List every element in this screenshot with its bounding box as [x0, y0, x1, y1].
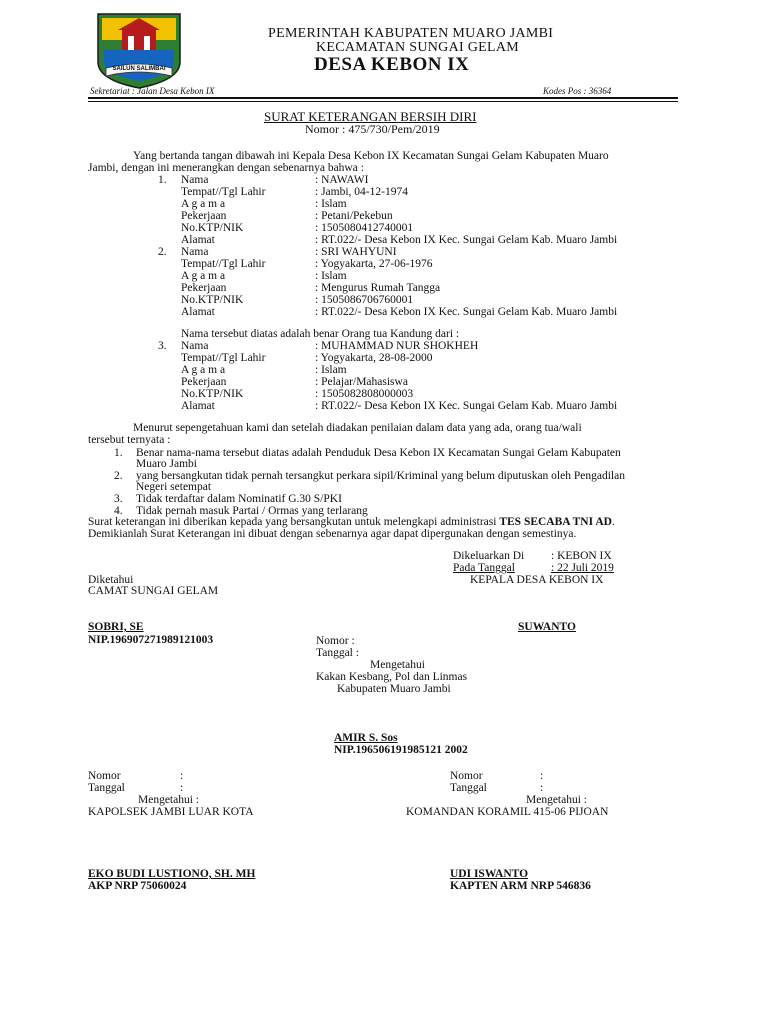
danramil-nrp: KAPTEN ARM NRP 546836: [450, 880, 591, 892]
kesbang-nip: NIP.196506191985121 2002: [334, 744, 468, 756]
issued-place-label: Dikeluarkan Di: [453, 550, 525, 562]
field-label: Nama: [181, 246, 209, 258]
body-paragraph-line-2: tersebut ternyata :: [88, 434, 171, 446]
secretariat-address: Sekretariat : Jalan Desa Kebon IX: [90, 86, 215, 96]
field-value: : 1505082808000003: [315, 388, 414, 400]
list-item-2-cont: Negeri setempat: [136, 481, 212, 493]
letter-title: SURAT KETERANGAN BERSIH DIRI: [264, 109, 477, 124]
danramil-tanggal-label: Tanggal: [450, 782, 487, 794]
issued-place-value: : KEBON IX: [551, 550, 612, 562]
header-government: PEMERINTAH KABUPATEN MUARO JAMBI: [268, 26, 554, 41]
field-value: : Yogyakarta, 27-06-1976: [315, 258, 433, 270]
field-label: Alamat: [181, 400, 215, 412]
kapolsek-known: Mengetahui :: [138, 794, 199, 806]
list-item-4: Tidak pernah masuk Partai / Ormas yang terlarang: [136, 505, 368, 517]
danramil-nomor-colon: :: [540, 770, 544, 782]
closing-line-2: Demikianlah Surat Keterangan ini dibuat dengan sebenarnya agar dapat dipergunakan dengan semestinya.: [88, 528, 577, 540]
list-item-2: yang bersangkutan tidak pernah tersangkut perkara sipil/Kriminal yang belum diputuskan oleh Pengadilan: [136, 470, 625, 482]
kesbang-nomor: Nomor :: [316, 635, 355, 647]
field-label: A g a m a: [181, 198, 226, 210]
danramil-title: KOMANDAN KORAMIL 415-06 PIJOAN: [406, 806, 609, 818]
field-label: Pekerjaan: [181, 376, 227, 388]
regency-logo: [92, 10, 186, 90]
header-district: KECAMATAN SUNGAI GELAM: [316, 40, 520, 55]
field-value: : 1505080412740001: [315, 222, 414, 234]
field-value: : MUHAMMAD NUR SHOKHEH: [315, 340, 479, 352]
person-number: 3.: [158, 340, 167, 352]
field-value: : Pelajar/Mahasiswa: [315, 376, 408, 388]
intro-line-2: Jambi, dengan ini menerangkan dengan sebenarnya bahwa :: [88, 162, 364, 174]
field-value: : Mengurus Rumah Tangga: [315, 282, 441, 294]
camat-title: CAMAT SUNGAI GELAM: [88, 585, 219, 597]
header-rule-thick: [88, 97, 678, 99]
field-value: : SRI WAHYUNI: [315, 246, 397, 258]
letter-number: Nomor : 475/730/Pem/2019: [305, 122, 440, 136]
issued-date-value: : 22 Juli 2019: [551, 562, 614, 574]
field-value: : 1505086706760001: [315, 294, 414, 306]
header-village: DESA KEBON IX: [314, 54, 470, 75]
closing-line-1: Surat keterangan ini diberikan kepada yang bersangkutan untuk melengkapi administrasi TES SECABA TNI AD.: [88, 516, 615, 528]
camat-name: SOBRI, SE: [88, 621, 144, 633]
kapolsek-tanggal-label: Tanggal: [88, 782, 125, 794]
kesbang-title-1: Kakan Kesbang, Pol dan Linmas: [316, 671, 468, 683]
field-value: : Islam: [315, 270, 347, 282]
field-value: : Islam: [315, 198, 347, 210]
list-number: 2.: [114, 470, 123, 482]
field-value: : Islam: [315, 364, 347, 376]
kesbang-title-2: Kabupaten Muaro Jambi: [337, 683, 451, 695]
field-value: : RT.022/- Desa Kebon IX Kec. Sungai Gelam Kab. Muaro Jambi: [315, 400, 618, 412]
field-value: : NAWAWI: [315, 174, 369, 186]
person-number: 1.: [158, 174, 167, 186]
kesbang-tanggal: Tanggal :: [316, 647, 359, 659]
field-label: Tempat//Tgl Lahir: [181, 186, 266, 198]
camat-nip: NIP.196907271989121003: [88, 634, 214, 646]
parents-note: Nama tersebut diatas adalah benar Orang tua Kandung dari :: [181, 328, 460, 340]
danramil-tanggal-colon: :: [540, 782, 544, 794]
field-label: Tempat//Tgl Lahir: [181, 258, 266, 270]
kapolsek-nrp: AKP NRP 75060024: [88, 880, 187, 892]
field-label: No.KTP/NIK: [181, 388, 244, 400]
village-head-name: SUWANTO: [518, 621, 576, 633]
danramil-name: UDI ISWANTO: [450, 868, 529, 880]
field-label: Pekerjaan: [181, 282, 227, 294]
closing-purpose: TES SECABA TNI AD: [499, 516, 612, 528]
danramil-known: Mengetahui :: [526, 794, 587, 806]
field-label: A g a m a: [181, 364, 226, 376]
list-item-3: Tidak terdaftar dalam Nominatif G.30 S/PKI: [136, 493, 342, 505]
list-item-1: Benar nama-nama tersebut diatas adalah Penduduk Desa Kebon IX Kecamatan Sungai Gelam Kabupaten: [136, 447, 621, 459]
list-number: 1.: [114, 447, 123, 459]
kesbang-name: AMIR S. Sos: [334, 732, 398, 744]
list-number: 4.: [114, 505, 123, 517]
kapolsek-tanggal-colon: :: [180, 782, 184, 794]
list-number: 3.: [114, 493, 123, 505]
field-label: Tempat//Tgl Lahir: [181, 352, 266, 364]
field-label: No.KTP/NIK: [181, 294, 244, 306]
camat-known: Diketahui: [88, 574, 134, 586]
field-label: A g a m a: [181, 270, 226, 282]
field-value: : Yogyakarta, 28-08-2000: [315, 352, 433, 364]
intro-line-1: Yang bertanda tangan dibawah ini Kepala Desa Kebon IX Kecamatan Sungai Gelam Kabupaten Muaro: [133, 150, 609, 162]
field-label: Pekerjaan: [181, 210, 227, 222]
danramil-nomor-label: Nomor: [450, 770, 483, 782]
issued-date-label: Pada Tanggal: [453, 562, 515, 574]
header-rule-thin: [88, 101, 678, 102]
kapolsek-nomor-colon: :: [180, 770, 184, 782]
list-item-1-cont: Muaro Jambi: [136, 458, 198, 470]
field-label: Nama: [181, 174, 209, 186]
field-label: Alamat: [181, 306, 215, 318]
kapolsek-title: KAPOLSEK JAMBI LUAR KOTA: [88, 806, 254, 818]
kapolsek-name: EKO BUDI LUSTIONO, SH. MH: [88, 868, 256, 880]
field-label: No.KTP/NIK: [181, 222, 244, 234]
field-value: : RT.022/- Desa Kebon IX Kec. Sungai Gelam Kab. Muaro Jambi: [315, 234, 618, 246]
person-number: 2.: [158, 246, 167, 258]
village-head-title: KEPALA DESA KEBON IX: [470, 574, 604, 586]
closing-text: Surat keterangan ini diberikan kepada yang bersangkutan untuk melengkapi administrasi: [88, 516, 497, 528]
kapolsek-nomor-label: Nomor: [88, 770, 121, 782]
field-label: Alamat: [181, 234, 215, 246]
field-label: Nama: [181, 340, 209, 352]
field-value: : Petani/Pekebun: [315, 210, 393, 222]
postal-code: Kodes Pos : 36364: [543, 86, 612, 96]
field-value: : Jambi, 04-12-1974: [315, 186, 408, 198]
logo-motto: SAILUN SALIMBAI: [112, 66, 166, 72]
body-paragraph-line-1: Menurut sepengetahuan kami dan setelah diadakan penilaian dalam data yang ada, orang tua/wali: [133, 422, 582, 434]
kesbang-known: Mengetahui: [370, 659, 425, 671]
field-value: : RT.022/- Desa Kebon IX Kec. Sungai Gelam Kab. Muaro Jambi: [315, 306, 618, 318]
